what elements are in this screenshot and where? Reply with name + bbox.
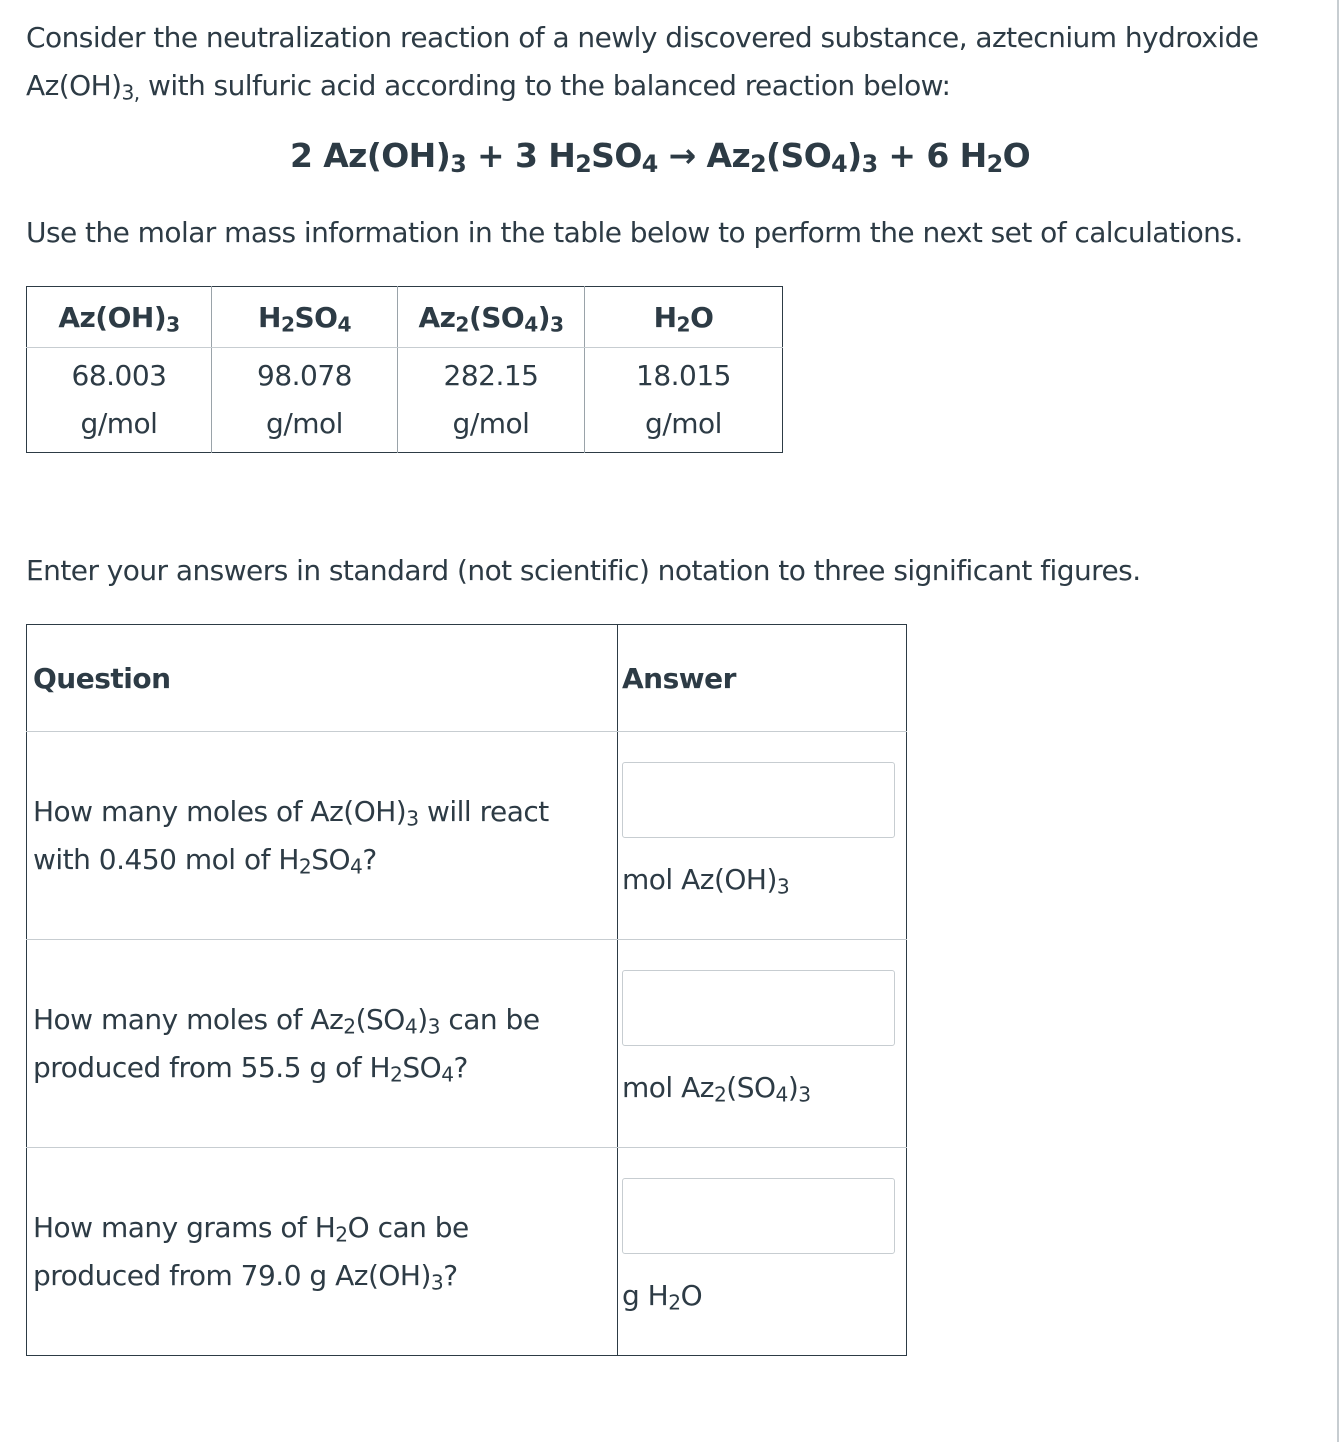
molar-mass-header-row <box>27 287 783 348</box>
intro-line-2 <box>26 62 1326 110</box>
intro-line-1: Consider the neutralization reaction of a newly discovered substance, aztecnium hydroxide <box>26 21 1259 54</box>
molar-mass-value-row <box>27 348 783 453</box>
question-1-text: How many moles of $Az(OH)_3$ will react with 0.450 mol of $H_2SO_4$? <box>27 732 618 940</box>
intro-formula-sub: 3, <box>121 80 140 105</box>
molar-mass-az2-so4-3: 282.15 g/mol <box>398 348 585 453</box>
question-row-3 <box>27 1148 907 1356</box>
answer-instruction: Enter your answers in standard (not scientific) notation to three significant figures. <box>26 554 1141 587</box>
header-h2o: $H_2O$ <box>585 287 783 348</box>
question-row-1 <box>27 732 907 940</box>
answer-3-cell <box>618 1148 907 1356</box>
answer-2-unit: mol $Az_2(SO_4)_3$ <box>622 1071 811 1107</box>
header-h2so4: $H_2SO_4$ <box>212 287 398 348</box>
answer-column-header: Answer <box>618 625 907 732</box>
header-az-oh3: $Az(OH)_3$ <box>27 287 212 348</box>
intro-formula: Az(OH) <box>26 69 122 102</box>
answer-3-unit: g $H_2O$ <box>622 1279 703 1315</box>
balanced-equation: 2 $Az(OH)_3 + 3$ $H_2SO_4 \to Az_2(SO_4)_3 + 6$ $H_2O$ <box>289 136 1031 179</box>
question-column-header: Question <box>27 625 618 732</box>
molar-mass-instruction: Use the molar mass information in the table below to perform the next set of calculations. <box>26 216 1243 249</box>
answer-3-input[interactable] <box>622 1178 895 1254</box>
intro-line-2-rest: with sulfuric acid according to the balanced reaction below: <box>139 69 951 102</box>
answer-2-cell <box>618 940 907 1148</box>
answer-1-unit: mol $Az(OH)_3$ <box>622 863 790 899</box>
molar-mass-h2so4: 98.078 g/mol <box>212 348 398 453</box>
answer-2-input[interactable] <box>622 970 895 1046</box>
header-az2-so4-3: $Az_2(SO_4)_3$ <box>398 287 585 348</box>
page-right-border <box>1337 0 1339 1442</box>
intro-paragraph <box>26 14 1326 110</box>
question-3-text: How many grams of $H_2O$ can be produced from 79.0 g $Az(OH)_3$? <box>33 1210 469 1294</box>
question-row-2 <box>27 940 907 1148</box>
molar-mass-table <box>26 286 783 453</box>
qa-header-row <box>27 625 907 732</box>
answer-1-cell <box>618 732 907 940</box>
question-answer-table <box>26 624 907 1356</box>
answer-1-input[interactable] <box>622 762 895 838</box>
molar-mass-h2o: 18.015 g/mol <box>585 348 783 453</box>
question-2-text: How many moles of $Az_2(SO_4)_3$ can be produced from 55.5 g of $H_2SO_4$? <box>27 940 618 1148</box>
molar-mass-az-oh3: 68.003 g/mol <box>71 359 167 440</box>
